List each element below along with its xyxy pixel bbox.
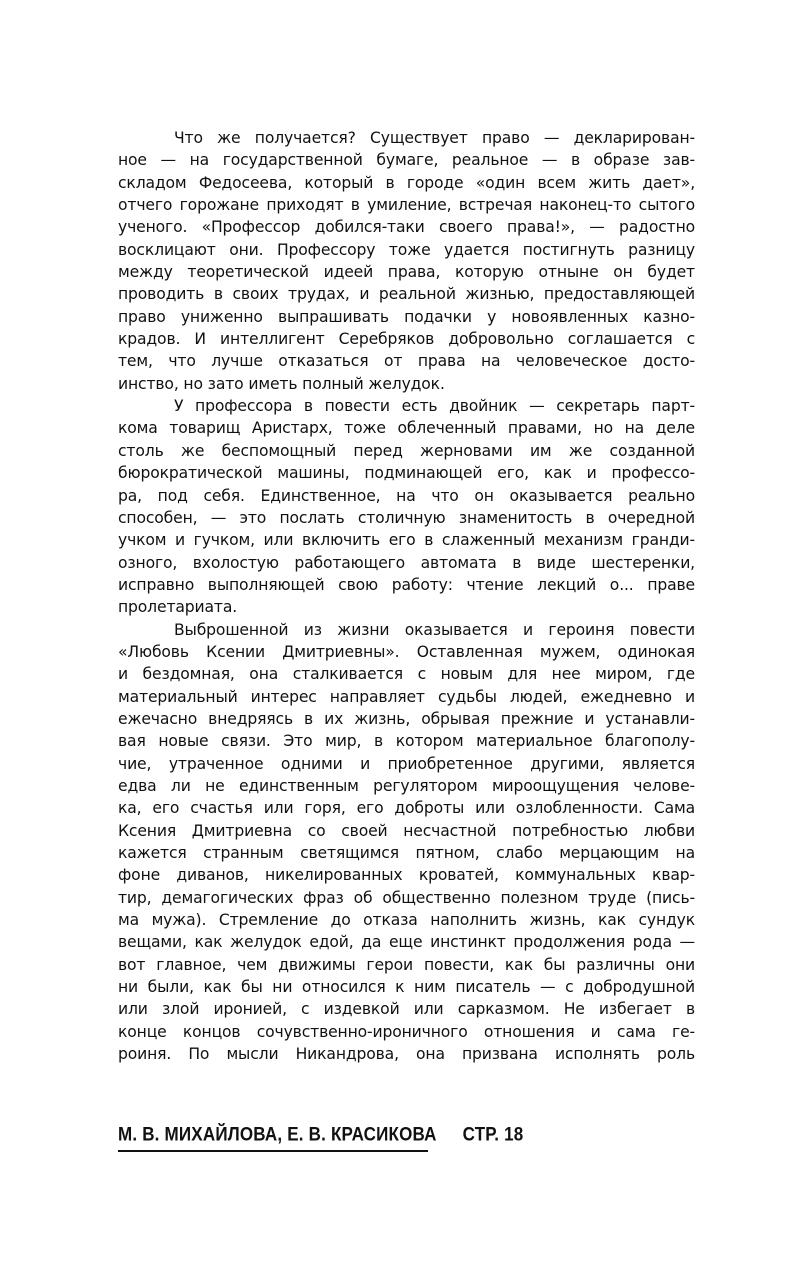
text-line: вещами, как желудок едой, да еще инстинкт продолжения рода —	[118, 933, 695, 952]
text-line: конце концов сочувственно-ироничного отношения и сама ге-	[118, 1022, 695, 1041]
text-line: бюрократической машины, подминающей его, как и профессо-	[118, 464, 695, 483]
footer-authors: М. В. МИХАЙЛОВА, Е. В. КРАСИКОВА	[118, 1123, 437, 1145]
text-line: вая новые связи. Это мир, в котором материальное благополу-	[118, 732, 695, 751]
text-line: проводить в своих трудах, и реальной жизнью, предоставляющей	[118, 285, 695, 304]
text-line: Ксения Дмитриевна со своей несчастной потребностью любви	[118, 821, 695, 840]
text-line: роиня. По мысли Никандрова, она призвана исполнять роль	[118, 1045, 695, 1064]
text-line: между теоретической идеей права, которую отныне он будет	[118, 263, 695, 282]
running-footer	[118, 1123, 523, 1146]
body-text	[118, 127, 695, 1065]
text-line: тир, демагогических фраз об общественно полезном труде (пись-	[118, 888, 695, 907]
text-line: столь же беспомощный перед жерновами им же созданной	[118, 441, 695, 460]
text-line: ное — на государственной бумаге, реальное — в образе зав-	[118, 151, 695, 170]
text-line: тем, что лучше отказаться от права на человеческое досто-	[118, 352, 695, 371]
text-line: «Любовь Ксении Дмитриевны». Оставленная мужем, одинокая	[118, 642, 695, 661]
text-line: озного, вхолостую работающего автомата в виде шестеренки,	[118, 553, 695, 572]
text-line: Выброшенной из жизни оказывается и героиня повести	[174, 620, 695, 639]
text-line: и бездомная, она сталкивается с новым для нее миром, где	[118, 665, 695, 684]
text-line: складом Федосеева, который в городе «один всем жить дает»,	[118, 173, 695, 192]
text-line: чие, утраченное одними и приобретенное другими, является	[118, 754, 695, 773]
text-line: кома товарищ Аристарх, тоже облеченный правами, но на деле	[118, 419, 695, 438]
text-line: ра, под себя. Единственное, на что он оказывается реально	[118, 486, 695, 505]
text-line: фоне диванов, никелированных кроватей, коммунальных квар-	[118, 866, 695, 885]
text-line: способен, — это послать столичную знаменитость в очередной	[118, 508, 695, 527]
text-line: крадов. И интеллигент Серебряков добровольно соглашается с	[118, 330, 695, 349]
text-line: право униженно выпрашивать подачки у новоявленных казно-	[118, 307, 695, 326]
text-line: ученого. «Профессор добился-таки своего права!», — радостно	[118, 218, 695, 237]
text-line: инство, но зато иметь полный желудок.	[118, 374, 445, 393]
text-line: кажется странным светящимся пятном, слабо мерцающим на	[118, 844, 695, 862]
text-line: отчего горожане приходят в умиление, встречая наконец-то сытого	[118, 196, 695, 215]
text-line: ни были, как бы ни относился к ним писатель — с добродушной	[118, 978, 695, 997]
text-line: У профессора в повести есть двойник — секретарь парт-	[174, 397, 695, 416]
text-line: учком и гучком, или включить его в слаженный механизм гранди-	[118, 531, 695, 550]
text-line: Что же получается? Существует право — декларирован-	[174, 129, 695, 147]
text-line: едва ли не единственным регулятором мироощущения челове-	[118, 776, 695, 795]
text-line: ма мужа). Стремление до отказа наполнить жизнь, как сундук	[118, 911, 695, 930]
text-line: вот главное, чем движимы герои повести, как бы различны они	[118, 955, 695, 974]
text-line: исправно выполняющей свою работу: чтение лекций о... праве	[118, 575, 695, 594]
text-line: или злой иронией, с издевкой или сарказмом. Не избегает в	[118, 1000, 695, 1019]
footer-rule	[118, 1150, 428, 1152]
page-number: СТР. 18	[462, 1123, 524, 1145]
text-line: пролетариата.	[118, 598, 238, 617]
text-line: ка, его счастья или горя, его доброты или озлобленности. Сама	[118, 799, 695, 818]
text-line: ежечасно внедряясь в их жизнь, обрывая прежние и устанавли-	[118, 709, 695, 728]
text-line: материальный интерес направляет судьбы людей, ежедневно и	[118, 687, 695, 706]
text-line: восклицают они. Профессору тоже удается постигнуть разницу	[118, 240, 695, 259]
